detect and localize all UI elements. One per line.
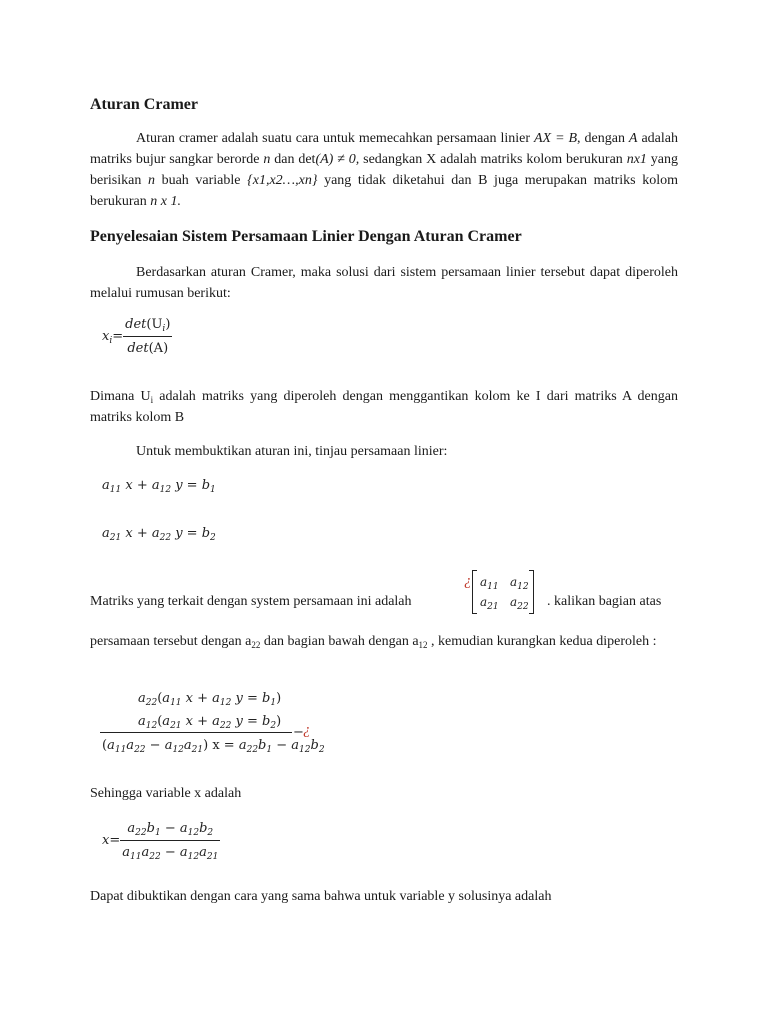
heading-penyelesaian: Penyelesaian Sistem Persamaan Linier Dengan Aturan Cramer [90, 228, 522, 245]
subtraction-minus: − [293, 725, 304, 740]
matrix-prefix-glyph: ¿ [464, 573, 472, 589]
matrix-a21: $a_{21}$ [480, 595, 499, 612]
paragraph-y-variable: Dapat dibuktikan dengan cara yang sama bahwa untuk variable y solusinya adalah [90, 889, 552, 904]
paragraph-solution-intro: Berdasarkan aturan Cramer, maka solusi dari sistem persamaan linier tersebut dapat diperoleh melalui rumusan berikut: [90, 265, 678, 301]
coefficient-matrix [472, 570, 534, 614]
subtraction-rule [100, 732, 292, 733]
paragraph-ui-definition: Dimana $U_i$ adalah matriks yang diperoleh dengan menggantikan kolom ke I dari matriks A dengan matriks kolom B [90, 389, 678, 425]
subtraction-row-1: $a_{22}(a_{11}$ $x + a_{12}$ $y = b_1$) [138, 691, 282, 708]
matrix-right-bracket [529, 570, 534, 614]
formula-x: x= $\frac{a_{22}b_1 - a_{12}b_2}{a_{11}a_{22} - a_{12}a_{21}}$ [102, 818, 220, 863]
paragraph-matrix-tail: . kalikan bagian atas [547, 594, 662, 609]
paragraph-proof-intro: Untuk membuktikan aturan ini, tinjau persamaan linier: [136, 444, 448, 459]
subtraction-glyph: ¿ [303, 722, 311, 738]
equation-2: $a_{21}$ $x + a_{22}$ $y = b_2$ [102, 526, 216, 543]
subtraction-result: $(a_{11}a_{22} - a_{12}a_{21}) x = a_{22}b_1 - a_{12}b_2$ [102, 738, 325, 755]
equation-1: $a_{11}$ $x + a_{12}$ $y = b_1$ [102, 478, 216, 495]
matrix-a22: $a_{22}$ [510, 595, 529, 612]
matrix-a12: $a_{12}$ [510, 575, 529, 592]
paragraph-multiply: persamaan tersebut dengan $a_{22}$ dan bagian bawah dengan $a_{12}$ , kemudian kurangkan kedua diperoleh : [90, 634, 657, 650]
subtraction-row-2: $a_{12}(a_{21}$ $x + a_{22}$ $y = b_2$) [138, 714, 282, 731]
matrix-a11: $a_{11}$ [480, 575, 499, 592]
paragraph-matrix-label: Matriks yang terkait dengan system persamaan ini adalah [90, 594, 412, 609]
paragraph-definition: Aturan cramer adalah suatu cara untuk memecahkan persamaan linier AX = B, dengan A adalah matriks bujur sangkar berorde n dan det(A) ≠ 0, sedangkan X adalah matriks kolom berukuran nx1 yang berisikan n buah variable {x1,x2…,xn} yang tidak diketahui dan B juga merupakan matriks kolom berukuran n x 1. [90, 131, 678, 209]
heading-aturan-cramer: Aturan Cramer [90, 96, 198, 113]
formula-xi: $x_i=$ $\frac{\det(U_i)}{\det(A)}$ [102, 314, 172, 359]
matrix-left-bracket [472, 570, 477, 614]
paragraph-x-variable: Sehingga variable x adalah [90, 786, 242, 801]
